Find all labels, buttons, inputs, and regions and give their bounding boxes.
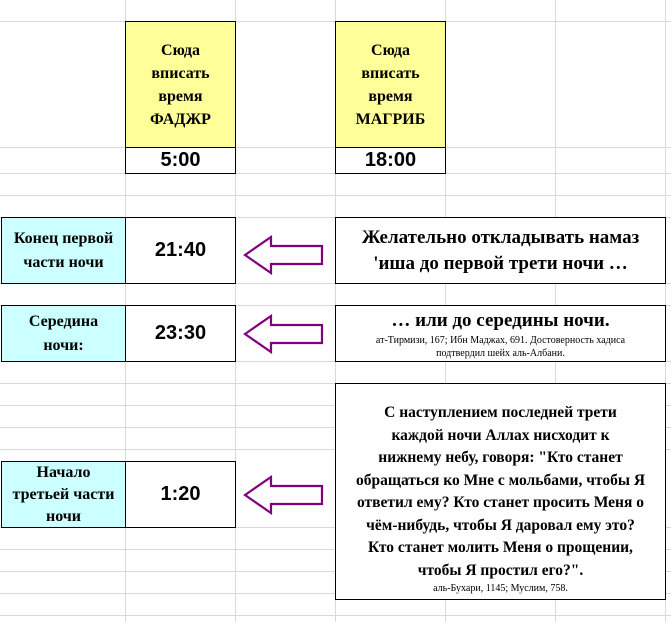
fajr-hint-cell [125,21,236,148]
midnight-label-line-1: Середина [28,312,99,330]
maghrib-hint-line-3: время [368,87,413,105]
third-part-start-label-cell [1,461,126,528]
fajr-hint-line-4: ФАДЖР [150,110,211,128]
first-part-end-label-cell [1,217,126,284]
first-part-end-note-cell [335,217,666,284]
third-part-start-label-line-1: Начало [36,463,91,481]
third-part-start-note-cell [335,383,666,600]
fajr-hint-line-3: время [158,87,203,105]
third-part-start-label-line-3: ночи [45,507,82,525]
maghrib-time-cell[interactable] [335,147,446,174]
third-part-start-citation: аль-Бухари, 1145; Муслим, 758. [433,583,568,594]
midnight-citation-line-2: подтвердил шейх аль-Албани. [436,347,565,359]
third-part-start-note-line-3: нижнему небу, говоря: "Кто станет [378,449,623,466]
third-part-start-note-line-8: чтобы Я простил его?". [417,561,584,579]
first-part-end-note-line-2: 'иша до первой трети ночи … [373,252,628,274]
third-part-start-time-value: 1:20 [160,483,201,505]
third-part-start-note-line-4: обращаться ко Мне с мольбами, чтобы Я [355,471,646,489]
third-part-start-note-line-5: ответил ему? Кто станет просить Меня о [357,494,644,511]
third-part-start-note-line-7: Кто станет молить Меня о прощении, [368,539,633,556]
third-part-start-note-line-1: С наступлением последней трети [384,404,617,421]
first-part-end-label-line-2: части ночи [23,253,104,271]
maghrib-hint-line-4: МАГРИБ [355,110,426,128]
midnight-label-line-2: ночи: [43,336,84,354]
midnight-note-cell [335,305,666,362]
arrow-left-icon [243,235,325,275]
maghrib-hint-line-2: вписать [361,64,420,82]
third-part-start-note-line-2: каждой ночи Аллах нисходит к [391,426,610,444]
first-part-end-time-value: 21:40 [154,239,207,261]
maghrib-time-value: 18:00 [364,149,417,171]
midnight-label-cell [1,305,126,362]
first-part-end-time-cell [125,217,236,284]
fajr-hint-line-1: Сюда [161,41,200,59]
arrow-left-icon [243,475,325,515]
maghrib-hint-line-1: Сюда [371,41,410,59]
first-part-end-label-line-1: Конец первой [13,229,114,247]
midnight-time-cell [125,305,236,362]
fajr-time-value: 5:00 [160,149,201,171]
maghrib-hint-cell [335,21,446,148]
third-part-start-note-line-6: чём-нибудь, чтобы Я даровал ему это? [366,516,635,534]
arrow-left-icon [243,314,325,354]
midnight-citation-line-1: ат-Тирмизи, 167; Ибн Маджах, 691. Достоверность хадиса [375,334,626,346]
midnight-note-line-1: … или до середины ночи. [391,309,610,331]
fajr-time-cell[interactable] [125,147,236,174]
third-part-start-label-line-2: третьей части [12,485,115,503]
midnight-time-value: 23:30 [154,322,207,344]
fajr-hint-line-2: вписать [151,64,210,82]
first-part-end-note-line-1: Желательно откладывать намаз [361,226,640,248]
third-part-start-time-cell [125,461,236,528]
